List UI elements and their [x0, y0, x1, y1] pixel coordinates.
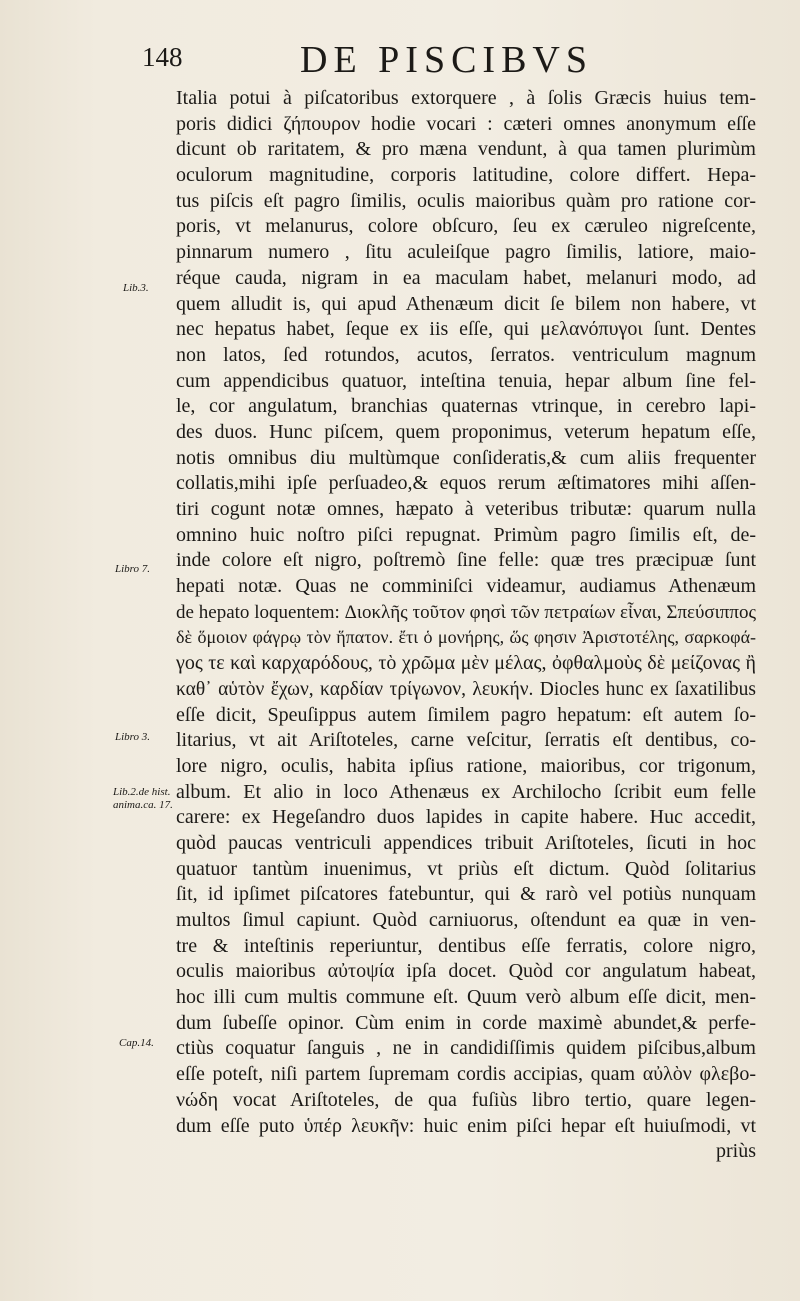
page-number: 148 [142, 42, 183, 72]
text-line: des duos. Hunc piſcem, quem proponimus, veterum hepatum eſſe, [176, 420, 756, 443]
margin-note-libro7 [115, 563, 150, 576]
text-line: pinnarum numero , ſitu aculeiſque pagro ſimilis, latiore, maio- [176, 241, 756, 264]
text-line: poris, vt melanurus, colore obſcuro, ſeu ex cæruleo nigreſcente, [176, 215, 756, 238]
text-line: hoc illi cum multis commune eſt. Quum verò album eſſe dicit, men- [176, 986, 756, 1009]
margin-note-cap14 [119, 1037, 154, 1050]
text-line: le, cor angulatum, branchias quaternas vtrinque, in cerebro lapi- [176, 395, 756, 418]
text-line: hepati notæ. Quas ne comminiſci videamur, audiamus Athenæum [176, 575, 756, 598]
margin-note-line: Lib.3. [123, 282, 149, 294]
margin-note-line: Lib.2.de hist. [113, 786, 171, 798]
text-line: tre & inteſtinis reperiuntur, dentibus eſſe ferratis, colore nigro, [176, 934, 756, 957]
margin-note-line: Libro 7. [115, 563, 151, 575]
text-line: dicunt ob raritatem, & pro mæna vendunt, à qua tamen plurimùm [176, 138, 756, 161]
text-line: Italia potui à piſcatoribus extorquere , à ſolis Græcis huius tem- [176, 87, 756, 109]
text-line: quatuor tantùm inuenimus, vt priùs eſt dictum. Quòd ſolitarius [176, 857, 756, 880]
text-line: quòd paucas ventriculi appendices tribuit Ariſtoteles, ſicuti in hoc [176, 831, 756, 854]
body-text [176, 86, 756, 1165]
text-line: carere: ex Hegeſandro duos lapides in capite habere. Huc accedit, [176, 806, 756, 829]
text-line: poris didici ζήπουρον hodie vocari : cæteri omnes anonymum eſſe [176, 112, 756, 135]
text-line: καθ᾽ αὑτὸν ἔχων, καρδίαν τρίγωνον, λευκήν. Diocles hunc ex ſaxatilibus [176, 678, 756, 700]
margin-note-lib3 [123, 282, 149, 295]
text-line: multos ſimul capiunt. Quòd carniuorus, oſtendunt ea quæ in ven- [176, 909, 756, 931]
text-line: γος τε καὶ καρχαρόδους, τὸ χρῶμα μὲν μέλας, ὀφθαλμοὺς δὲ μείζονας ἢ [176, 652, 756, 675]
text-line: album. Et alio in loco Athenæus ex Archilocho ſcribit eum felle [176, 780, 756, 803]
margin-note-line: anima.ca. 17. [113, 799, 173, 811]
text-line: ſit, id ipſimet piſcatores fatebuntur, qui & rarò vel potiùs nunquam [176, 883, 756, 906]
text-line: tiri cogunt notæ omnes, hæpato à veteribus tributæ: quarum nulla [176, 498, 756, 520]
text-line: eſſe dicit, Speuſippus autem ſimilem pagro hepatum: eſt autem ſo- [176, 703, 756, 726]
text-line: dum ſubeſſe opinor. Cùm enim in corde maximè abundet,& perfe- [176, 1011, 756, 1034]
margin-note-line: Cap.14. [119, 1037, 154, 1049]
text-line: non latos, ſed rotundos, acutos, ſerratos. ventriculum magnum [176, 343, 756, 366]
text-line: lore nigro, oculis, habita ipſius ratione, maioribus, cor trigonum, [176, 754, 756, 777]
text-line: omnino huic noſtro piſci repugnat. Primùm pagro ſimilis eſt, de- [176, 523, 756, 546]
text-line: cum appendicibus quatuor, inteſtina tenuia, hepar album ſine fel- [176, 369, 756, 392]
text-line: réque cauda, nigram in ea maculam habet, melanuri modo, ad [176, 266, 756, 289]
text-line: tus piſcis eſt pagro ſimilis, oculis maioribus quàm pro ratione cor- [176, 189, 756, 212]
text-line: collatis,mihi ipſe perſuadeo,& equos rerum æſtimatores mihi aſſen- [176, 472, 756, 495]
text-line: quem alludit is, qui apud Athenæum dicit ſe bilem non habere, vt [176, 292, 756, 315]
text-line: νώδη vocat Ariſtoteles, de qua fuſiùs libro tertio, quare legen- [176, 1088, 756, 1111]
text-line: dum eſſe puto ὑπέρ λευκῆν: huic enim piſci hepar eſt huiuſmodi, vt [176, 1114, 756, 1137]
running-head: DE PISCIBVS [300, 39, 593, 81]
text-line: inde colore eſt nigro, poſtremò ſine felle: quæ tres præcipuæ ſunt [176, 549, 756, 572]
text-line: δὲ ὅμοιον φάγρῳ τὸν ἥπατον. ἔτι ὁ μονήρης, ὥς φησιν Ἀριστοτέλης, σαρκοφά- [176, 627, 756, 648]
catchword: priùs [716, 1140, 756, 1163]
text-line: notis omnibus diu multùmque conſideratis,& cum aliis frequenter [176, 446, 756, 469]
text-line: litarius, vt ait Ariſtoteles, carne veſcitur, ſerratis eſt dentibus, co- [176, 729, 756, 752]
text-line: nec hepatus habet, ſeque ex iis eſſe, qui μελανόπυγοι ſunt. Dentes [176, 318, 756, 341]
text-line: de hepato loquentem: Διοκλῆς τοῦτον φησὶ τῶν πετραίων εἶναι, Σπεύσιππος [176, 601, 756, 623]
margin-note-lib2 [113, 786, 173, 812]
text-line: ctiùs coquatur ſanguis , ne in candidiſſimis quidem piſcibus,album [176, 1037, 756, 1060]
text-line: oculorum magnitudine, corporis latitudine, colore differt. Hepa- [176, 164, 756, 187]
text-line: oculis maioribus αὐτοψία ipſa docet. Quòd cor angulatum habeat, [176, 960, 756, 983]
margin-note-libro3 [115, 731, 150, 744]
margin-note-line: Libro 3. [115, 731, 151, 743]
text-line: eſſe poteſt, niſi partem ſupremam cordis accipias, quam αὐλὸν φλεβο- [176, 1063, 756, 1086]
